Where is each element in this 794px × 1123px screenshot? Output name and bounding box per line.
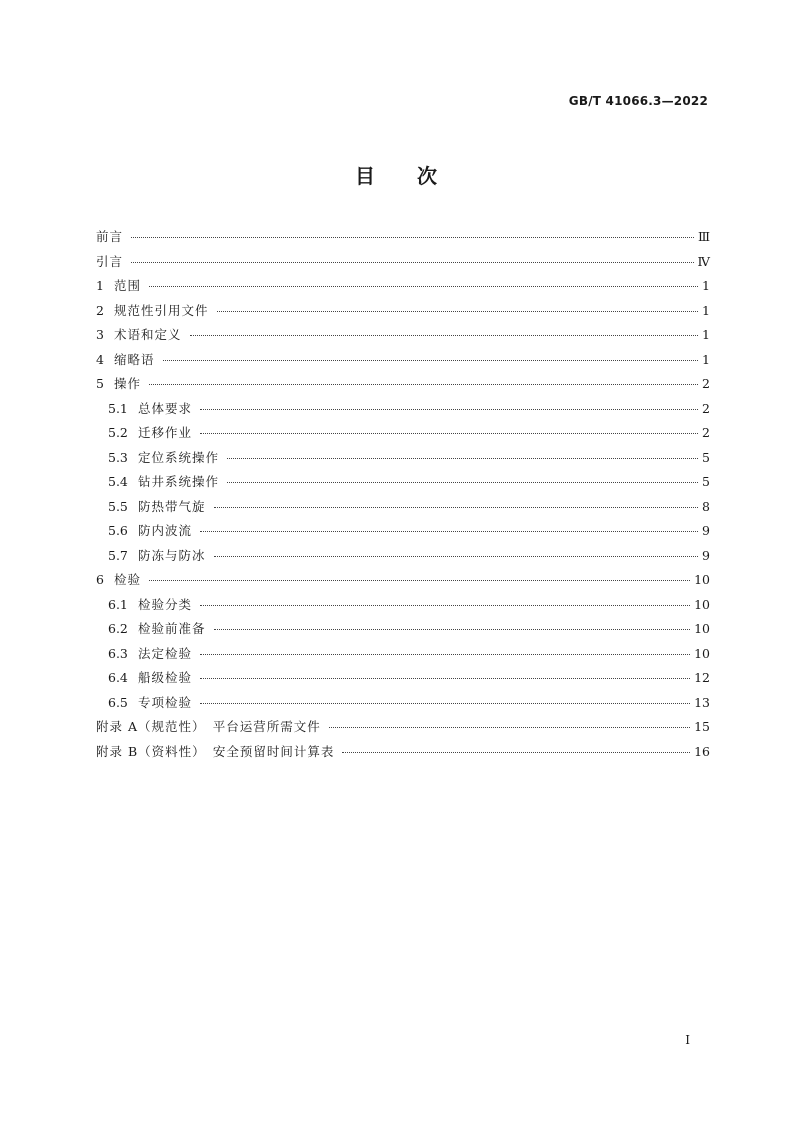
- toc-entry[interactable]: [96, 448, 710, 473]
- toc-entry-label: 迁移作业: [138, 425, 193, 440]
- toc-entry[interactable]: [96, 717, 710, 742]
- toc-entry-number: 1: [96, 278, 104, 293]
- dot-leader: [149, 384, 698, 385]
- dot-leader: [214, 507, 698, 508]
- toc-entry[interactable]: [96, 570, 710, 595]
- toc-entry-page: 10: [694, 621, 710, 636]
- dot-leader: [227, 482, 698, 483]
- toc-entry-page: 9: [702, 547, 710, 563]
- toc-entry[interactable]: [96, 595, 710, 620]
- dot-leader: [214, 556, 698, 557]
- toc-entry[interactable]: [96, 252, 710, 277]
- toc-entry-label: 术语和定义: [114, 327, 182, 342]
- toc-entry-number: 2: [96, 302, 104, 318]
- toc-entry-page: Ⅲ: [697, 229, 710, 244]
- toc-entry-number: 6.4: [108, 670, 128, 685]
- toc-entry-label: 钻井系统操作: [138, 474, 220, 489]
- toc-entry-number: 3: [96, 327, 104, 342]
- page-number: I: [685, 1033, 690, 1047]
- dot-leader: [131, 237, 694, 238]
- dot-leader: [190, 335, 698, 336]
- toc-entry-label: 检验分类: [138, 596, 193, 612]
- toc-entry[interactable]: [96, 742, 710, 767]
- toc-entry-label: 操作: [114, 376, 142, 391]
- toc-entry[interactable]: [96, 497, 710, 522]
- toc-entry-page: 1: [702, 278, 710, 293]
- toc-entry-number: 5.5: [108, 498, 128, 514]
- toc-entry-page: 8: [702, 498, 710, 514]
- toc-entry[interactable]: [96, 301, 710, 326]
- toc-entry-page: 1: [702, 351, 710, 367]
- toc-entry-number: 6: [96, 572, 104, 587]
- toc-entry-label: 防热带气旋: [138, 498, 206, 514]
- toc-entry-label: 专项检验: [138, 694, 193, 710]
- toc-entry-label: 前言: [96, 229, 124, 244]
- toc-entry-page: 1: [702, 302, 710, 318]
- toc-entry-label: 防冻与防冰: [138, 547, 206, 563]
- toc-entry[interactable]: [96, 644, 710, 669]
- dot-leader: [131, 262, 693, 263]
- toc-entry-number: 5.2: [108, 425, 128, 440]
- toc-entry-number: 4: [96, 351, 104, 367]
- toc-entry-label: 定位系统操作: [138, 449, 220, 465]
- toc-entry-page: 2: [702, 425, 710, 440]
- title-part-1: 目: [355, 164, 377, 188]
- toc-entry-label: 检验: [114, 572, 142, 587]
- dot-leader: [200, 654, 690, 655]
- toc-entry-number: 6.2: [108, 621, 128, 636]
- dot-leader: [329, 727, 690, 728]
- table-of-contents: [96, 227, 710, 766]
- toc-entry[interactable]: [96, 227, 710, 252]
- toc-entry-number: 5.4: [108, 474, 128, 489]
- standard-number: GB/T 41066.3—2022: [568, 94, 708, 108]
- toc-entry-number: 6.5: [108, 694, 128, 710]
- toc-entry-page: 10: [694, 596, 710, 612]
- toc-entry-page: 15: [694, 719, 710, 734]
- toc-entry-label: 附录 B（资料性） 安全预留时间计算表: [96, 743, 335, 759]
- dot-leader: [149, 580, 690, 581]
- toc-entry[interactable]: [96, 325, 710, 350]
- toc-entry-page: 5: [702, 474, 710, 489]
- toc-entry[interactable]: [96, 668, 710, 693]
- toc-entry-page: 12: [694, 670, 710, 685]
- toc-entry-number: 5.7: [108, 547, 128, 563]
- dot-leader: [342, 752, 690, 753]
- dot-leader: [200, 703, 690, 704]
- dot-leader: [149, 286, 698, 287]
- toc-entry-label: 总体要求: [138, 400, 193, 416]
- toc-entry-label: 引言: [96, 253, 124, 269]
- dot-leader: [200, 605, 690, 606]
- toc-entry-label: 防内波流: [138, 523, 193, 538]
- toc-entry-label: 范围: [114, 278, 142, 293]
- toc-entry[interactable]: [96, 472, 710, 497]
- toc-entry-page: 10: [694, 645, 710, 661]
- toc-entry-number: 5.1: [108, 400, 128, 416]
- toc-entry-page: 1: [702, 327, 710, 342]
- toc-entry-number: 5: [96, 376, 104, 391]
- toc-entry-page: 2: [702, 376, 710, 391]
- toc-entry-label: 规范性引用文件: [114, 302, 209, 318]
- toc-entry[interactable]: [96, 374, 710, 399]
- dot-leader: [200, 531, 698, 532]
- dot-leader: [200, 433, 698, 434]
- dot-leader: [200, 678, 690, 679]
- toc-entry[interactable]: [96, 276, 710, 301]
- toc-entry-label: 检验前准备: [138, 621, 206, 636]
- toc-entry[interactable]: [96, 619, 710, 644]
- toc-entry-number: 6.1: [108, 596, 128, 612]
- toc-entry-number: 5.3: [108, 449, 128, 465]
- toc-entry[interactable]: [96, 399, 710, 424]
- dot-leader: [200, 409, 698, 410]
- toc-entry-page: 9: [702, 523, 710, 538]
- dot-leader: [214, 629, 691, 630]
- toc-entry[interactable]: [96, 521, 710, 546]
- page-title: [0, 160, 794, 189]
- toc-entry-label: 船级检验: [138, 670, 193, 685]
- toc-entry-label: 附录 A（规范性） 平台运营所需文件: [96, 719, 321, 734]
- toc-entry[interactable]: [96, 693, 710, 718]
- toc-entry[interactable]: [96, 423, 710, 448]
- dot-leader: [163, 360, 698, 361]
- toc-entry-page: 10: [694, 572, 710, 587]
- dot-leader: [217, 311, 698, 312]
- toc-entry-page: 2: [702, 400, 710, 416]
- toc-entry-label: 法定检验: [138, 645, 193, 661]
- toc-entry-number: 6.3: [108, 645, 128, 661]
- toc-entry-page: Ⅳ: [697, 253, 710, 269]
- toc-entry-page: 13: [694, 694, 710, 710]
- toc-entry[interactable]: [96, 546, 710, 571]
- toc-entry-number: 5.6: [108, 523, 128, 538]
- title-part-2: 次: [417, 164, 439, 188]
- toc-entry-page: 5: [702, 449, 710, 465]
- toc-entry-label: 缩略语: [114, 351, 155, 367]
- toc-entry-page: 16: [694, 743, 710, 759]
- dot-leader: [227, 458, 698, 459]
- toc-entry[interactable]: [96, 350, 710, 375]
